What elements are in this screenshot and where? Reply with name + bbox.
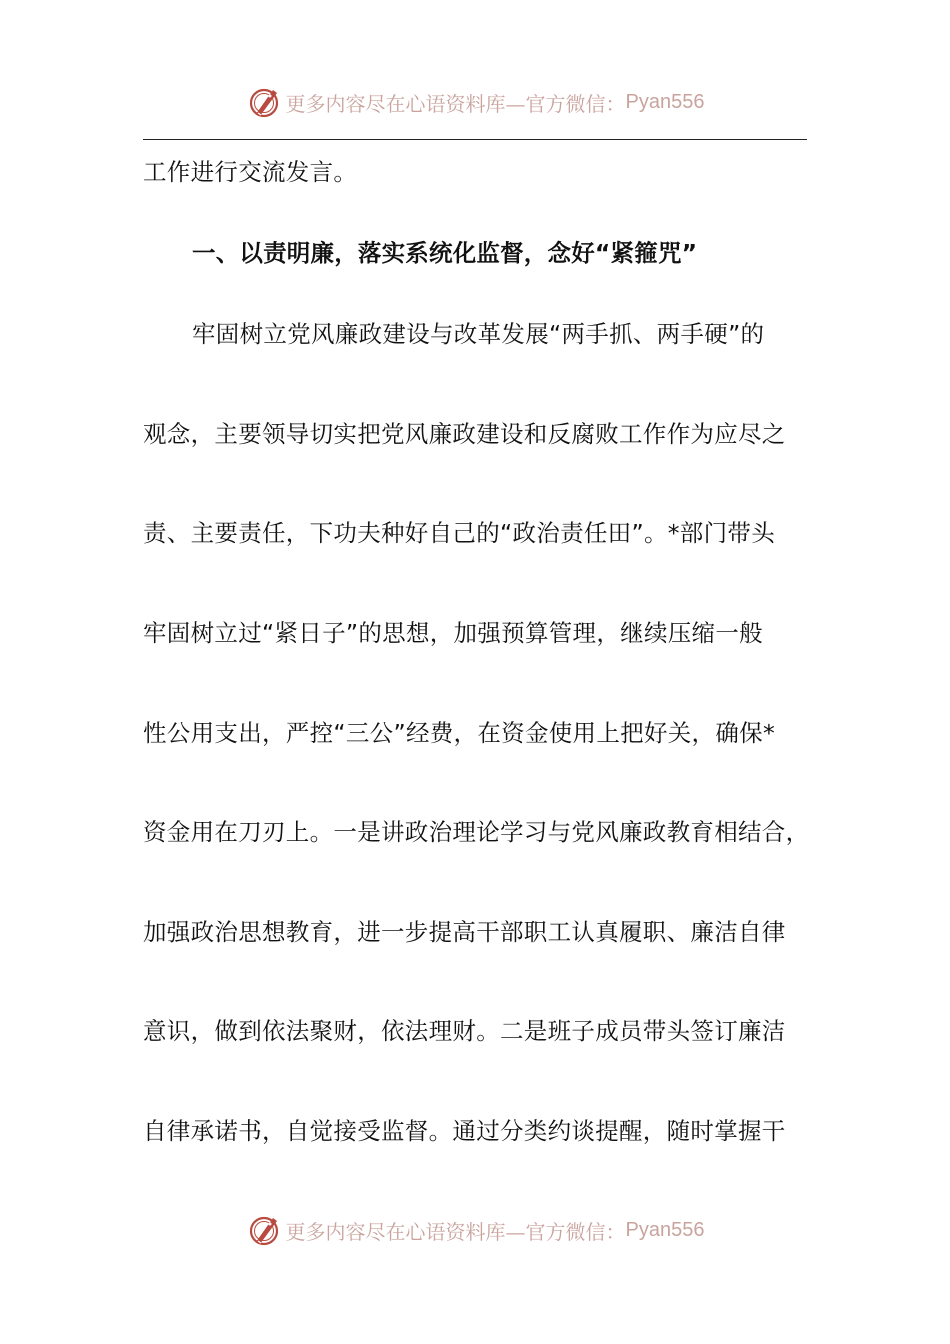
footer-watermark <box>0 1210 950 1250</box>
section-heading: 一、以责明廉，落实系统化监督，念好“紧箍咒” <box>192 239 698 267</box>
header-watermark <box>0 82 950 122</box>
text-line: 加强政治思想教育，进一步提高干部职工认真履职、廉洁自律 <box>143 918 786 946</box>
header-divider <box>143 139 807 140</box>
text-line: 牢固树立党风廉政建设与改革发展“两手抓、两手硬”的 <box>192 320 765 348</box>
pen-nib-logo-icon <box>246 84 282 120</box>
text-line: 牢固树立过“紧日子”的思想，加强预算管理，继续压缩一般 <box>143 619 763 647</box>
banner-wechat-id: Pyan556 <box>625 90 705 113</box>
banner-wechat-id: Pyan556 <box>625 1218 705 1241</box>
banner-site-text: 更多内容尽在心语资料库—官方微信： <box>285 91 626 116</box>
text-line: 意识，做到依法聚财，依法理财。二是班子成员带头签订廉洁 <box>143 1017 786 1045</box>
text-line: 资金用在刀刃上。一是讲政治理论学习与党风廉政教育相结合， <box>143 818 810 846</box>
text-line: 自律承诺书，自觉接受监督。通过分类约谈提醒，随时掌握干 <box>143 1117 786 1145</box>
text-line: 工作进行交流发言。 <box>143 158 358 186</box>
text-line: 责、主要责任，下功夫种好自己的“政治责任田”。*部门带头 <box>143 519 775 547</box>
text-line: 观念，主要领导切实把党风廉政建设和反腐败工作作为应尽之 <box>143 420 786 448</box>
pen-nib-logo-icon <box>246 1212 282 1248</box>
text-line: 性公用支出，严控“三公”经费，在资金使用上把好关，确保* <box>143 719 775 747</box>
banner-site-text: 更多内容尽在心语资料库—官方微信： <box>285 1219 626 1244</box>
